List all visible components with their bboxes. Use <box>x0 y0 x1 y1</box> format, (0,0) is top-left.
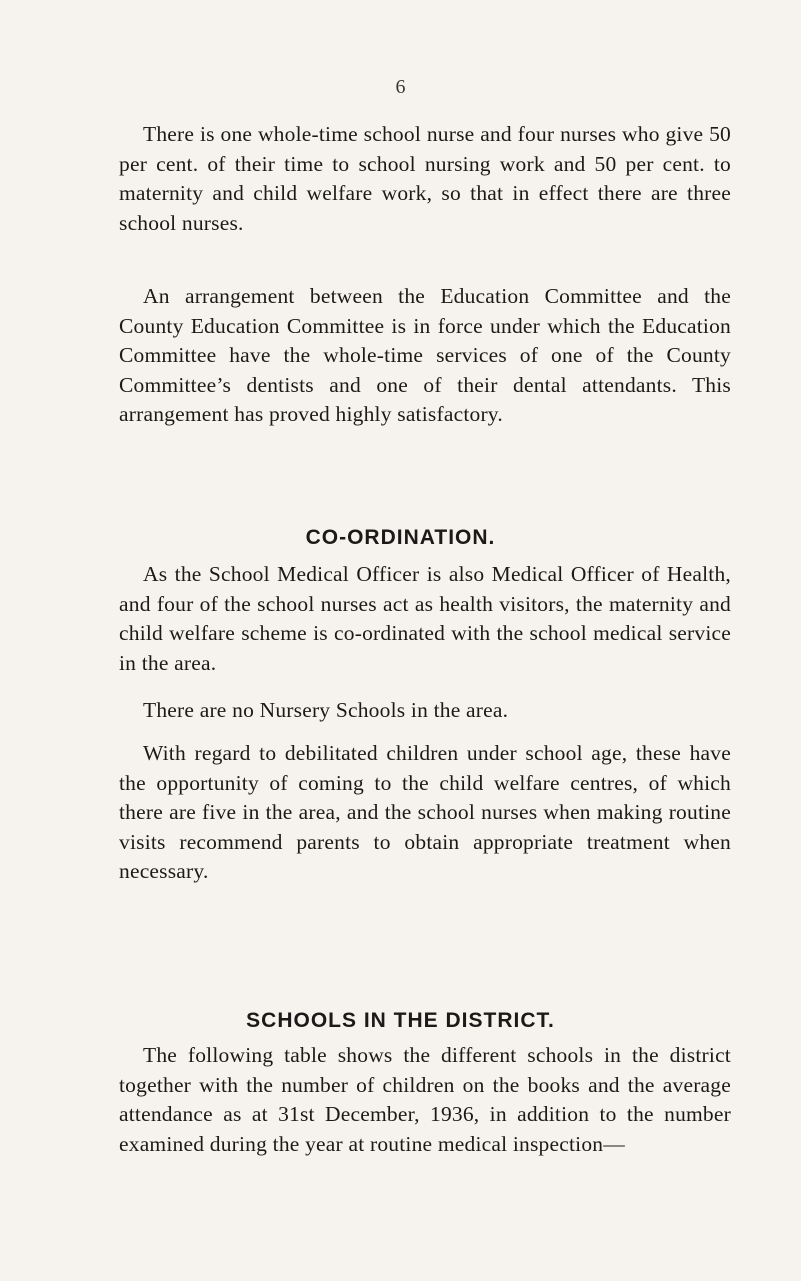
paragraph-coordination: As the School Medical Officer is also Medical Officer of Health, and four of the school nurses act as health visitors, the maternity and child welfare scheme is co-ordinated with the school medical service in the area. <box>119 562 731 675</box>
paragraph-nursery-schools: There are no Nursery Schools in the area. <box>143 698 509 722</box>
paragraph-school-nurses: There is one whole-time school nurse and four nurses who give 50 per cent. of their time to school nursing work and 50 per cent. to maternity and child welfare work, so that in effect there are three school nurses. <box>119 122 731 235</box>
paragraph-dental-arrangement: An arrangement between the Education Committee and the County Education Committee is in force under which the Education Committee have the whole-time services of one of the County Committee’s dentists and one of their dental attendants. This arrangement has proved highly satisfactory. <box>119 284 731 426</box>
heading-schools-in-district: SCHOOLS IN THE DISTRICT. <box>246 1009 555 1032</box>
paragraph-debilitated-children: With regard to debilitated children under school age, these have the opportunity of coming to the child welfare centres, of which there are five in the area, and the school nurses when making routine visits recommend parents to obtain appropriate treatment when necessary. <box>119 741 731 883</box>
page-number: 6 <box>395 76 406 98</box>
paragraph-table-intro: The following table shows the different schools in the district together with the number of children on the books and the average attendance as at 31st December, 1936, in addition to the number examined during the year at routine medical inspection— <box>119 1043 731 1156</box>
heading-coordination: CO-ORDINATION. <box>305 526 496 549</box>
